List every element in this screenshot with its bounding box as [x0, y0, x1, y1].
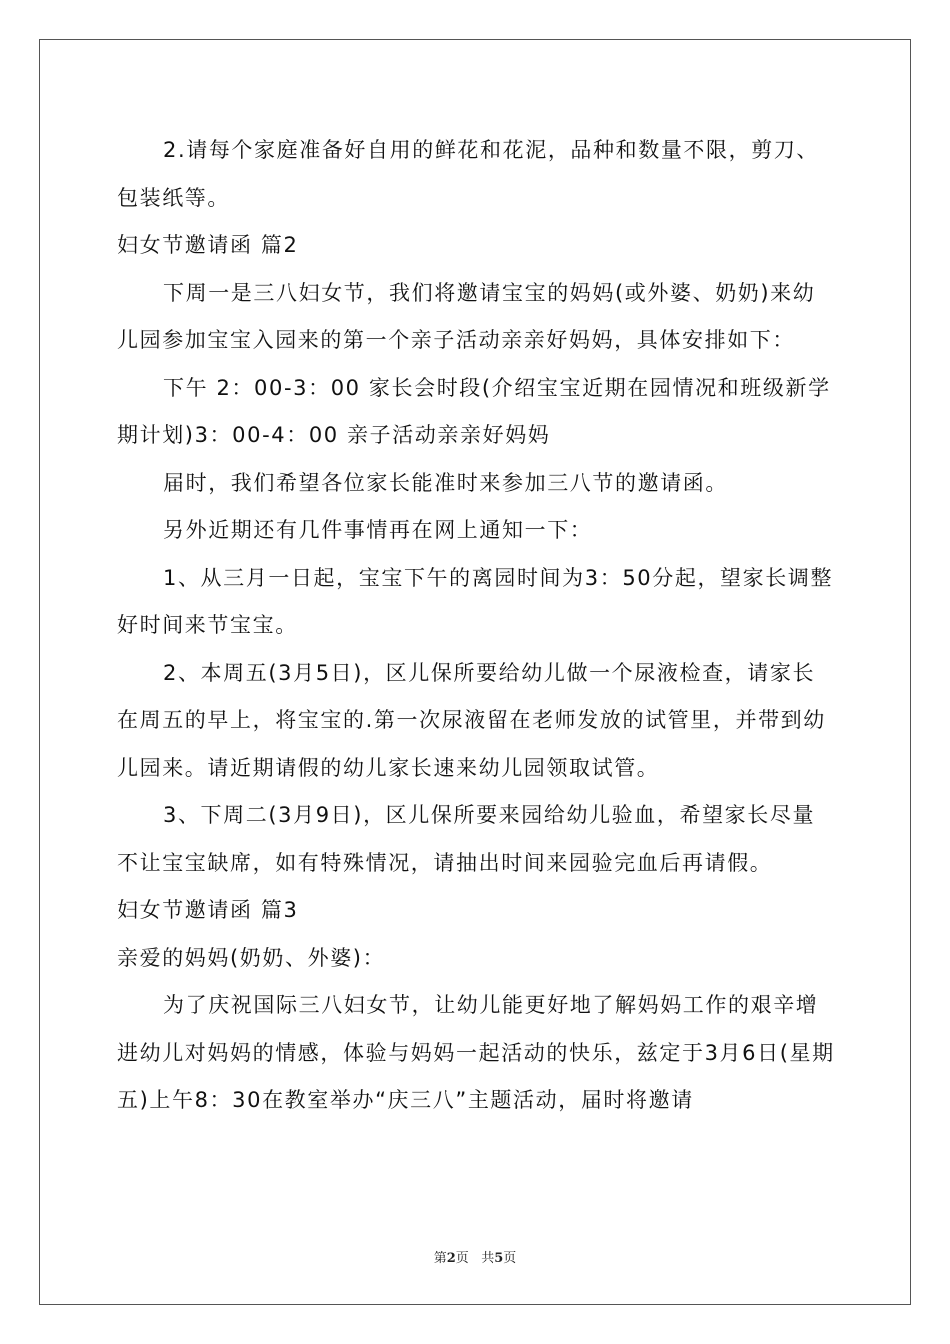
section-heading: 妇女节邀请函 篇3 — [117, 898, 299, 922]
paragraph: 1、从三月一日起，宝宝下午的离园时间为3：50分起，望家长调整好时间来节宝宝。 — [117, 565, 834, 637]
page-footer — [0, 1247, 950, 1266]
footer-total-suffix: 页 — [503, 1251, 517, 1266]
paragraph: 2、本周五(3月5日)，区儿保所要给幼儿做一个尿液检查，请家长在周五的早上，将宝宝的.第一次尿液留在老师发放的试管里，并带到幼儿园来。请近期请假的幼儿家长速来幼儿园领取试管。 — [117, 660, 826, 780]
footer-page-suffix: 页 — [455, 1251, 469, 1266]
paragraph: 下周一是三八妇女节，我们将邀请宝宝的妈妈(或外婆、奶奶)来幼儿园参加宝宝入园来的第一个亲子活动亲亲好妈妈，具体安排如下： — [117, 280, 816, 352]
paragraph: 3、下周二(3月9日)，区儿保所要来园给幼儿验血，希望家长尽量不让宝宝缺席，如有特殊情况，请抽出时间来园验完血后再请假。 — [117, 803, 816, 875]
salutation: 亲爱的妈妈(奶奶、外婆)： — [117, 945, 386, 970]
current-page-number: 2 — [446, 1251, 456, 1266]
paragraph: 2.请每个家庭准备好自用的鲜花和花泥，品种和数量不限，剪刀、包装纸等。 — [117, 138, 820, 210]
total-page-number: 5 — [494, 1251, 504, 1266]
paragraph: 另外近期还有几件事情再在网上通知一下： — [163, 518, 593, 542]
paragraph: 下午 2：00-3：00 家长会时段(介绍宝宝近期在园情况和班级新学期计划)3：00-4：00 亲子活动亲亲好妈妈 — [117, 375, 831, 447]
footer-prefix: 第 — [433, 1251, 447, 1266]
paragraph: 届时，我们希望各位家长能准时来参加三八节的邀请函。 — [163, 470, 728, 495]
document-body — [117, 127, 837, 1125]
paragraph: 为了庆祝国际三八妇女节，让幼儿能更好地了解妈妈工作的艰辛增进幼儿对妈妈的情感，体验与妈妈一起活动的快乐，兹定于3月6日(星期五)上午8：30在教室举办“庆三八”主题活动，届时将邀请 — [117, 993, 835, 1112]
footer-total-prefix: 共 — [481, 1251, 495, 1266]
section-heading: 妇女节邀请函 篇2 — [117, 233, 299, 257]
